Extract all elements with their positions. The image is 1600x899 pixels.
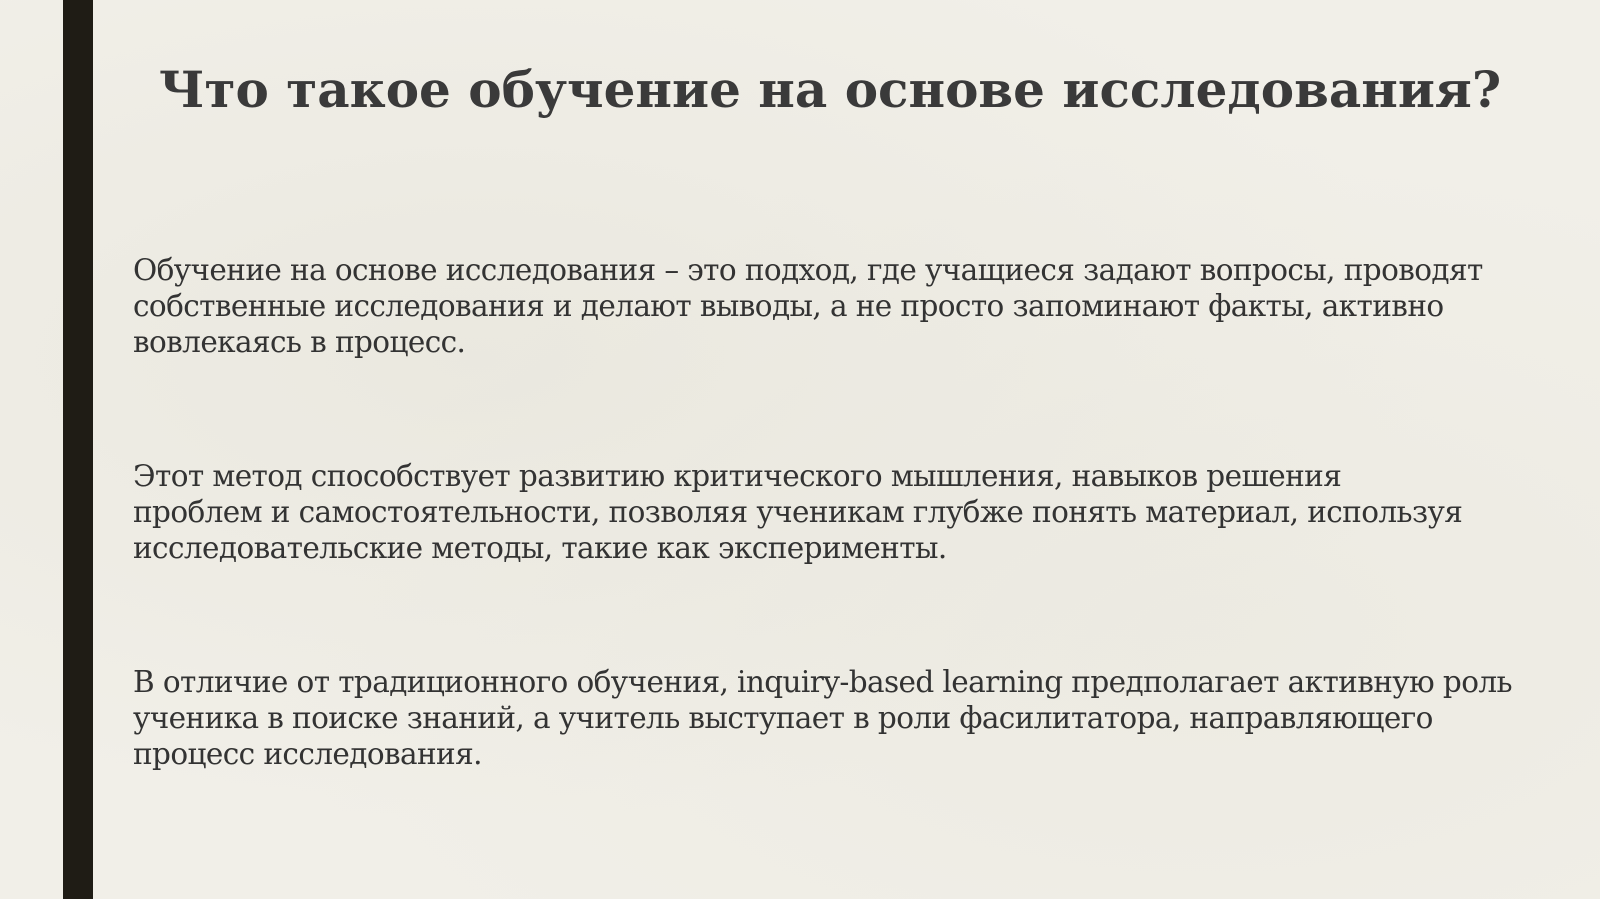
accent-bar	[63, 0, 93, 899]
paragraph-comparison: В отличие от традиционного обучения, inquiry-based learning предполагает активную роль ученика в поиске знаний, а учитель выступает в роли фасилитатора, направляющего процесс исследования.	[133, 665, 1512, 771]
paragraph-definition: Обучение на основе исследования – это подход, где учащиеся задают вопросы, проводят собственные исследования и делают выводы, а не просто запоминают факты, активно вовлекаясь в процесс.	[133, 253, 1483, 359]
paragraph-benefits: Этот метод способствует развитию критического мышления, навыков решения проблем и самостоятельности, позволяя ученикам глубже понять материал, используя исследовательские методы, такие как эксперименты.	[133, 459, 1463, 565]
slide-title: Что такое обучение на основе исследования?	[158, 60, 1502, 119]
